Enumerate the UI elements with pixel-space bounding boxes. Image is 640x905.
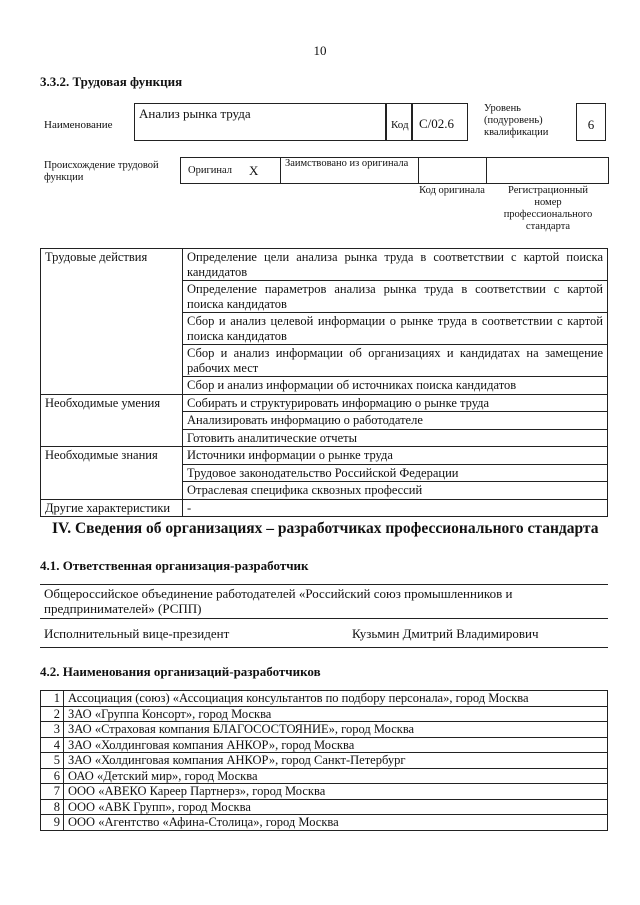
origin-label: Происхождение трудовой функции <box>44 160 159 183</box>
table-row <box>41 499 608 517</box>
developer-name: ЗАО «Холдинговая компания АНКОР», город Санкт-Петербург <box>64 753 608 769</box>
developer-name: ООО «АВЕКО Кареер Партнерз», город Москва <box>64 784 608 800</box>
developer-number: 6 <box>41 768 64 784</box>
labor-action-item: Сбор и анализ информации об источниках поиска кандидатов <box>183 377 608 395</box>
developer-row <box>41 706 608 722</box>
table-row <box>41 249 608 281</box>
code-original-label: Код оригинала <box>419 185 485 196</box>
developer-row <box>41 753 608 769</box>
developer-name: ЗАО «Группа Консорт», город Москва <box>64 706 608 722</box>
skill-item: Анализировать информацию о работодателе <box>183 412 608 430</box>
knowledge-item: Отраслевая специфика сквозных профессий <box>183 482 608 500</box>
skill-item: Собирать и структурировать информацию о рынке труда <box>183 394 608 412</box>
table-row <box>41 394 608 412</box>
table-row <box>41 447 608 465</box>
developer-name: ЗАО «Холдинговая компания АНКОР», город Москва <box>64 737 608 753</box>
skills-label: Необходимые умения <box>41 394 183 447</box>
other-value: - <box>183 499 608 517</box>
origin-divider-2 <box>418 157 419 184</box>
developer-row <box>41 691 608 707</box>
developer-number: 8 <box>41 799 64 815</box>
level-value-box <box>576 103 606 141</box>
code-label: Код <box>391 119 409 131</box>
knowledge-item: Трудовое законодательство Российской Федерации <box>183 464 608 482</box>
developer-row <box>41 722 608 738</box>
section-heading-332: 3.3.2. Трудовая функция <box>40 74 183 89</box>
developer-name: ОАО «Детский мир», город Москва <box>64 768 608 784</box>
reg-number-label: Регистрационный номер профессионального стандарта <box>503 185 593 232</box>
origin-divider-1 <box>280 157 281 184</box>
responsible-org-name: Общероссийское объединение работодателей «Российский союз промышленников и предпринимателей» (РСПП) <box>44 586 513 616</box>
developer-row <box>41 784 608 800</box>
labor-actions-label: Трудовые действия <box>41 249 183 395</box>
responsible-org-bottom-rule <box>40 647 608 648</box>
developer-name: ООО «АВК Групп», город Москва <box>64 799 608 815</box>
name-label: Наименование <box>44 119 113 131</box>
borrowed-label: Заимствовано из оригинала <box>285 158 409 169</box>
labor-action-item: Сбор и анализ целевой информации о рынке труда в соответствии с картой поиска кандидатов <box>183 313 608 345</box>
developer-number: 2 <box>41 706 64 722</box>
labor-action-item: Сбор и анализ информации об организациях и кандидатах на замещение рабочих мест <box>183 345 608 377</box>
original-mark: X <box>249 163 259 178</box>
skill-item: Готовить аналитические отчеты <box>183 429 608 447</box>
section-iv-heading: IV. Сведения об организациях – разработчиках профессионального стандарта <box>52 520 599 537</box>
code-value-box <box>412 103 468 141</box>
labor-action-item: Определение цели анализа рынка труда в соответствии с картой поиска кандидатов <box>183 249 608 281</box>
level-label: Уровень (подуровень) квалификации <box>484 103 549 138</box>
developer-number: 7 <box>41 784 64 800</box>
functions-table <box>40 248 608 517</box>
responsible-position: Исполнительный вице-президент <box>44 626 230 641</box>
developer-name: ЗАО «Страховая компания БЛАГОСОСТОЯНИЕ», город Москва <box>64 722 608 738</box>
developer-row <box>41 768 608 784</box>
responsible-org-top-rule <box>40 584 608 585</box>
developer-row <box>41 737 608 753</box>
original-label: Оригинал <box>188 165 232 176</box>
developers-table <box>40 690 608 831</box>
name-value-box <box>134 103 386 141</box>
developer-number: 5 <box>41 753 64 769</box>
responsible-org-mid-rule <box>40 618 608 619</box>
developer-row <box>41 799 608 815</box>
subsection-41-heading: 4.1. Ответственная организация-разработчик <box>40 558 309 573</box>
developer-row <box>41 815 608 831</box>
other-label: Другие характеристики <box>41 499 183 517</box>
responsible-person: Кузьмин Дмитрий Владимирович <box>352 626 539 641</box>
subsection-42-heading: 4.2. Наименования организаций-разработчиков <box>40 664 321 679</box>
developer-name: ООО «Агентство «Афина-Столица», город Москва <box>64 815 608 831</box>
developer-number: 4 <box>41 737 64 753</box>
developer-number: 1 <box>41 691 64 707</box>
level-value: 6 <box>587 117 595 132</box>
origin-divider-3 <box>486 157 487 184</box>
name-value: Анализ рынка труда <box>139 106 251 121</box>
developer-number: 3 <box>41 722 64 738</box>
labor-action-item: Определение параметров анализа рынка труда в соответствии с картой поиска кандидатов <box>183 281 608 313</box>
knowledge-item: Источники информации о рынке труда <box>183 447 608 465</box>
code-value: С/02.6 <box>419 116 455 131</box>
developer-name: Ассоциация (союз) «Ассоциация консультантов по подбору персонала», город Москва <box>64 691 608 707</box>
developer-number: 9 <box>41 815 64 831</box>
knowledge-label: Необходимые знания <box>41 447 183 500</box>
page-number: 10 <box>313 43 327 58</box>
